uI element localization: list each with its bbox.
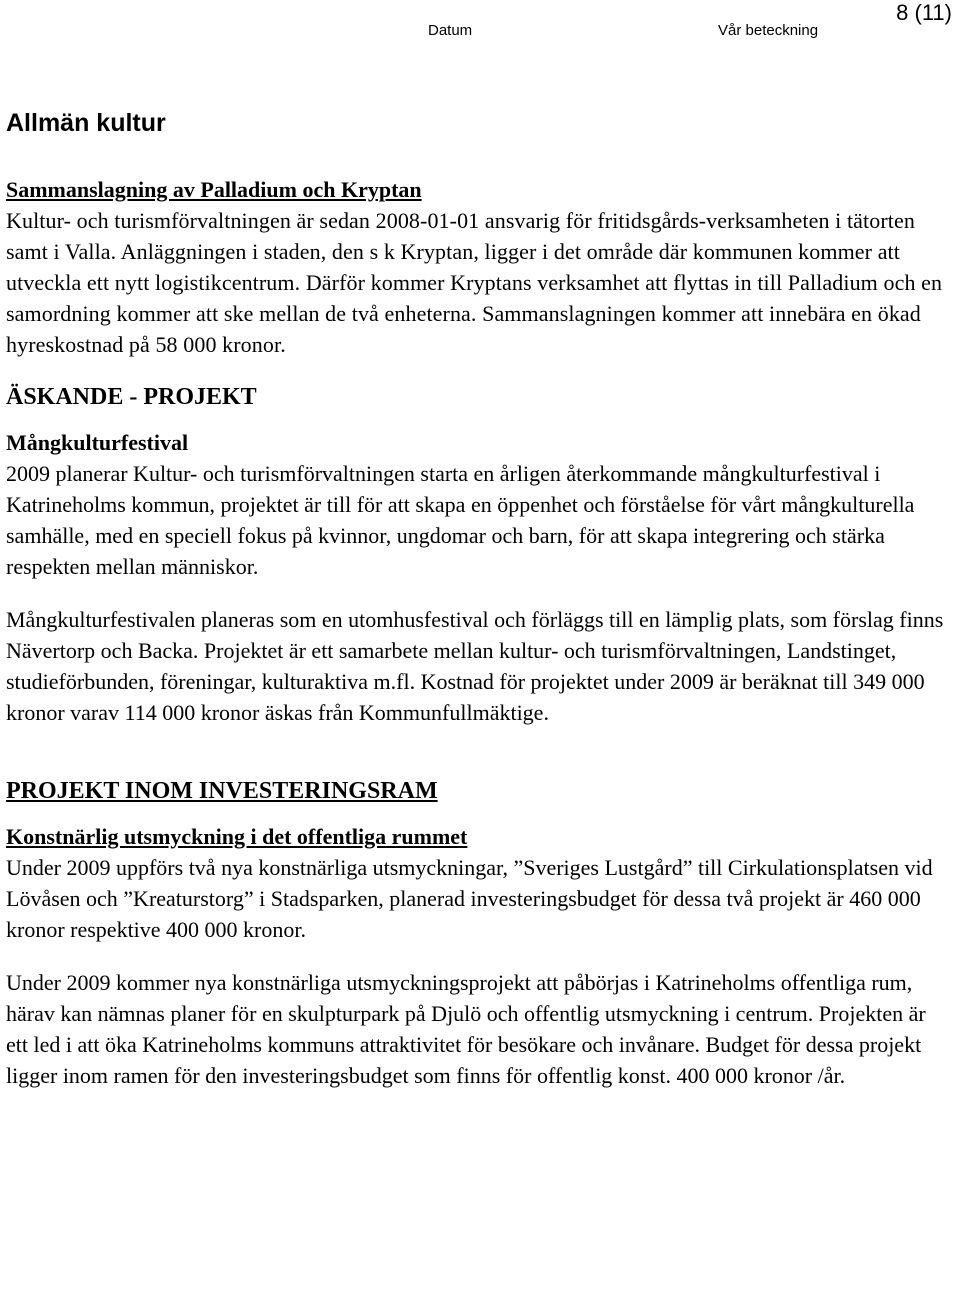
- date-label: Datum: [428, 22, 473, 39]
- festival-paragraph-2: Mångkulturfestivalen planeras som en utomhusfestival och förläggs till en lämplig plats, som förslag finns Nävertorp och Backa. Projektet är ett samarbete mellan kultur- och turismförvaltningen, Landstinget, studieförbunden, föreningar, kulturaktiva m.fl. Kostnad för projektet under 2009 är beräknat till 349 000 kronor varav 114 000 kronor äskas från Kommunfullmäktige.: [6, 607, 944, 725]
- page-number: 8 (11): [896, 0, 952, 25]
- art-paragraph-2: Under 2009 kommer nya konstnärliga utsmyckningsprojekt att påbörjas i Katrineholms offentliga rum, härav kan nämnas planer för en skulpturpark på Djulö och offentlig utsmyckning i centrum. Projekten är ett led i att öka Katrineholms kommuns attraktivitet för besökare och invånare. Budget för dessa projekt ligger inom ramen för den investeringsbudget som finns för offentlig konst. 400 000 kronor /år.: [6, 970, 926, 1088]
- section-merger: [6, 174, 951, 360]
- festival-paragraph-1: 2009 planerar Kultur- och turismförvaltningen starta en årligen återkommande mångkulturfestival i Katrineholms kommun, projektet är till för att skapa en öppenhet och förståelse för vårt mångkulturella samhälle, med en speciell fokus på kvinnor, ungdomar och barn, för att skapa integrering och stärka respekten mellan människor.: [6, 461, 915, 579]
- section-merger-title: Sammanslagning av Palladium och Kryptan: [6, 177, 422, 202]
- section-requests: [6, 382, 951, 728]
- art-subtitle: Konstnärlig utsmyckning i det offentliga rummet: [6, 824, 468, 849]
- main-heading: Allmän kultur: [6, 109, 166, 137]
- section-merger-body: Kultur- och turismförvaltningen är sedan 2008-01-01 ansvarig för fritidsgårds-verksamheten i tätorten samt i Valla. Anläggningen i staden, den s k Kryptan, ligger i det område där kommunen kommer att utveckla ett nytt logistikcentrum. Därför kommer Kryptans verksamhet att flyttas in till Palladium och en samordning kommer att ske mellan de två enheterna. Sammanslagningen kommer att innebära en ökad hyreskostnad på 58 000 kronor.: [6, 208, 943, 357]
- section-investment-title: PROJEKT INOM INVESTERINGSRAM: [6, 778, 438, 804]
- reference-label: Vår beteckning: [718, 22, 819, 39]
- festival-subtitle: Mångkulturfestival: [6, 430, 189, 455]
- document-body: [6, 106, 951, 1091]
- page-header: [0, 0, 960, 60]
- section-requests-title: ÄSKANDE - PROJEKT: [6, 384, 257, 410]
- art-paragraph-1: Under 2009 uppförs två nya konstnärliga utsmyckningar, ”Sveriges Lustgård” till Cirkulationsplatsen vid Lövåsen och ”Kreaturstorg” i Stadsparken, planerad investeringsbudget för dessa två projekt är 460 000 kronor respektive 400 000 kronor.: [6, 855, 933, 942]
- section-investment: [6, 776, 951, 1091]
